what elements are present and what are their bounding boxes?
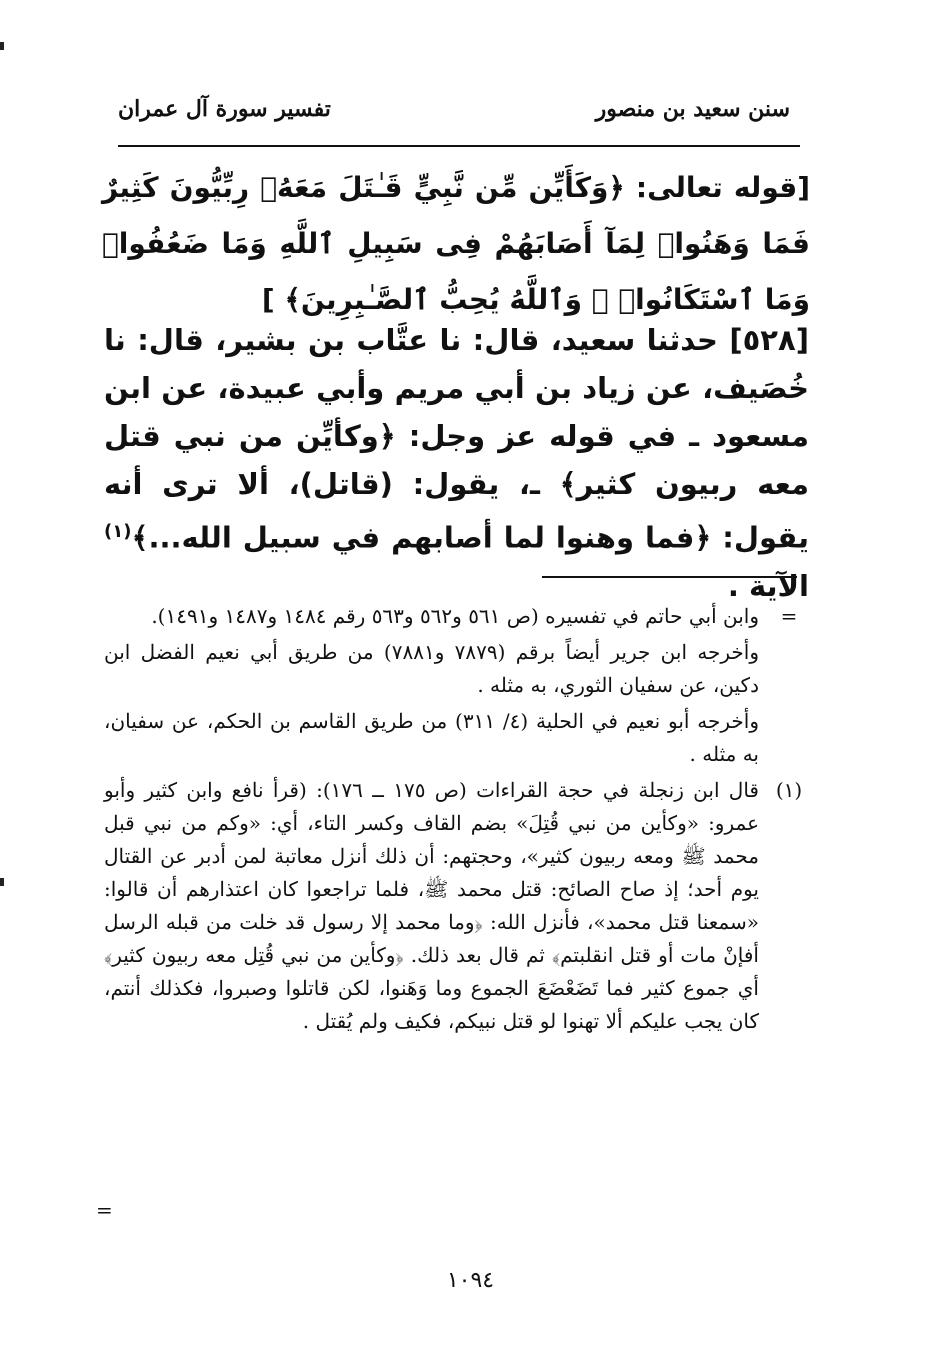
footnote-divider: [542, 576, 797, 578]
hadith-number: [٥٢٨]: [729, 323, 809, 357]
hadith-text-intro: حدثنا سعيد، قال: نا عتَّاب بن بشير، قال: نا خُصَيف، عن زياد بن أبي مريم وأبي عبيدة، عن ابن مسعود ـ في قوله عز وجل:: [104, 323, 809, 453]
scan-mark: [0, 878, 4, 886]
footnote-1: [104, 774, 809, 1038]
footnote-text: قال ابن زنجلة في حجة القراءات (ص ١٧٥ ــ ١٧٦): (قرأ نافع وابن كثير وأبو عمرو: «وكأين من نبي قُتِلَ» بضم القاف وكسر التاء، أي: «وكم من نبي قبل محمد ﷺ ومعه ربيون كثير»، وحجتهم: أن ذلك أنزل معاتبة لمن أدبر عن القتال يوم أحد؛ إذ صاح الصائح: قتل محمد ﷺ، فلما تراجعوا كان اعتذارهم أن قالوا: «سمعنا قتل محمد»، فأنزل الله: ﴿وما محمد إلا رسول قد خلت من قبله الرسل أفإنْ مات أو قتل انقلبتم﴾ ثم قال بعد ذلك. ﴿وكأين من نبي قُتِل معه ربيون كثير﴾ أي جموع كثير فما تَضَعْضَعَ الجموع وما وَهَنوا، لكن قاتلوا وصبروا، فكذلك أنتم، كان يجب عليكم ألا تهنوا لو قتل نبيكم، فكيف ولم يُقتل .: [104, 778, 759, 1033]
continuation-marker: =: [780, 604, 798, 628]
footnotes: [104, 600, 809, 1038]
chapter-title: تفسير سورة آل عمران: [118, 96, 331, 122]
book-title: سنن سعيد بن منصور: [595, 96, 790, 122]
hadith-text-end: الآية .: [727, 568, 809, 603]
footnote-marker: (١): [775, 778, 803, 802]
footnote-text: وأخرجه أبو نعيم في الحلية (٤/ ٣١١) من طريق القاسم بن الحكم، عن سفيان، به مثله .: [104, 709, 759, 766]
running-header: [118, 88, 798, 134]
footnote-continues-marker: =: [96, 1198, 113, 1222]
footnote-paragraph: [104, 636, 809, 702]
hadith-528: [104, 316, 809, 610]
footnote-text: وأخرجه ابن جرير أيضاً برقم (٧٨٧٩ و٧٨٨١) من طريق أبي نعيم الفضل ابن دكين، عن سفيان الثوري، به مثله .: [104, 640, 760, 697]
footnote-reference: (١): [104, 521, 132, 542]
header-divider: [118, 145, 800, 147]
scan-mark: [0, 42, 4, 50]
footnote-continuation: [104, 600, 809, 633]
page-number: ١٠٩٤: [446, 1268, 495, 1293]
footnote-paragraph: [104, 705, 809, 771]
hadith-text-quote: ﴿وكأيِّن من نبي قتل معه ربيون كثير﴾ ـ، يقول: (قاتل)، ألا ترى أنه يقول: ﴿فما وهنوا لما أصابهم في سبيل الله...﴾: [104, 419, 809, 555]
quran-verse-heading: [قوله تعالى: ﴿وَكَأَيِّن مِّن نَّبِيٍّ قَـٰتَلَ مَعَهُۥ رِبِّيُّونَ كَثِيرٌ فَمَا وَهَنُوا۟ لِمَآ أَصَابَهُمْ فِى سَبِيلِ ٱللَّهِ وَمَا ضَعُفُوا۟ وَمَا ٱسْتَكَانُوا۟ ۗ وَٱللَّهُ يُحِبُّ ٱلصَّـٰبِرِينَ﴾ ]: [102, 171, 810, 316]
footnote-text: وابن أبي حاتم في تفسيره (ص ٥٦١ و٥٦٢ و٥٦٣ رقم ١٤٨٤ و١٤٨٧ و١٤٩١).: [151, 604, 759, 628]
